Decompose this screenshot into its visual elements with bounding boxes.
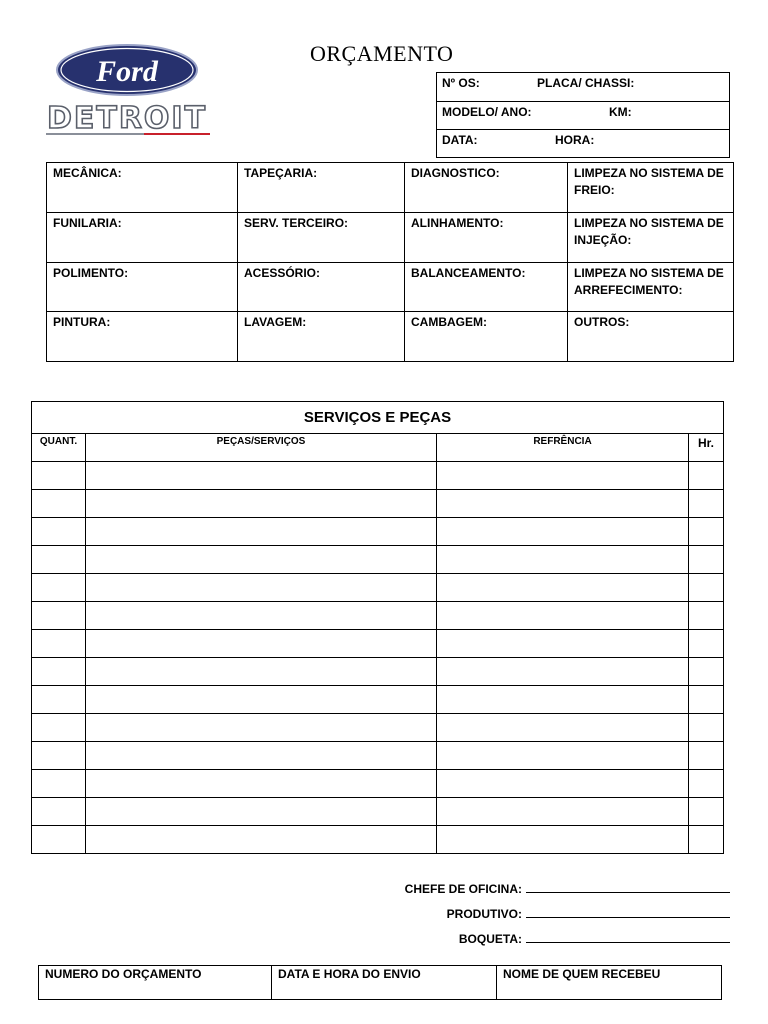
table-row bbox=[32, 714, 724, 742]
pecas-servicos-cell[interactable] bbox=[86, 798, 437, 826]
service-grid-row bbox=[47, 212, 734, 262]
data-envio-label: DATA E HORA DO ENVIO bbox=[278, 967, 421, 981]
parts-table-header bbox=[32, 434, 724, 462]
boqueta-label: BOQUETA: bbox=[458, 932, 522, 946]
service-option-cell[interactable]: LIMPEZA NO SISTEMA DE ARREFECIMENTO: bbox=[568, 262, 734, 312]
hr-cell[interactable] bbox=[689, 770, 724, 798]
referencia-cell[interactable] bbox=[437, 462, 689, 490]
km-label: KM: bbox=[609, 105, 632, 119]
pecas-servicos-cell[interactable] bbox=[86, 630, 437, 658]
quant-cell[interactable] bbox=[32, 742, 86, 770]
os-label: Nº OS: bbox=[442, 76, 480, 90]
quant-cell[interactable] bbox=[32, 630, 86, 658]
pecas-servicos-cell[interactable] bbox=[86, 714, 437, 742]
service-option-cell[interactable]: ACESSÓRIO: bbox=[238, 262, 405, 312]
referencia-cell[interactable] bbox=[437, 770, 689, 798]
pecas-servicos-cell[interactable] bbox=[86, 826, 437, 854]
hr-cell[interactable] bbox=[689, 574, 724, 602]
quant-cell[interactable] bbox=[32, 798, 86, 826]
produtivo-signature bbox=[447, 905, 730, 921]
service-option-cell[interactable]: ALINHAMENTO: bbox=[405, 212, 568, 262]
pecas-servicos-cell[interactable] bbox=[86, 518, 437, 546]
col-hr: Hr. bbox=[689, 434, 724, 462]
quant-cell[interactable] bbox=[32, 574, 86, 602]
quant-cell[interactable] bbox=[32, 714, 86, 742]
placa-label: PLACA/ CHASSI: bbox=[537, 76, 635, 90]
col-pecas-servicos: PEÇAS/SERVIÇOS bbox=[86, 434, 437, 462]
hr-cell[interactable] bbox=[689, 658, 724, 686]
produtivo-line[interactable] bbox=[526, 905, 730, 918]
chefe-oficina-signature bbox=[405, 880, 730, 896]
chefe-oficina-line[interactable] bbox=[526, 880, 730, 893]
modelo-label: MODELO/ ANO: bbox=[442, 105, 532, 119]
col-quant: QUANT. bbox=[32, 434, 86, 462]
table-row bbox=[32, 770, 724, 798]
referencia-cell[interactable] bbox=[437, 686, 689, 714]
table-row bbox=[32, 602, 724, 630]
quant-cell[interactable] bbox=[32, 546, 86, 574]
pecas-servicos-cell[interactable] bbox=[86, 462, 437, 490]
referencia-cell[interactable] bbox=[437, 714, 689, 742]
numero-orcamento-label: NUMERO DO ORÇAMENTO bbox=[45, 967, 202, 981]
table-row bbox=[32, 686, 724, 714]
referencia-cell[interactable] bbox=[437, 490, 689, 518]
service-grid-row bbox=[47, 312, 734, 362]
service-option-cell[interactable]: DIAGNOSTICO: bbox=[405, 163, 568, 213]
referencia-cell[interactable] bbox=[437, 630, 689, 658]
pecas-servicos-cell[interactable] bbox=[86, 602, 437, 630]
service-option-cell[interactable]: CAMBAGEM: bbox=[405, 312, 568, 362]
numero-orcamento-cell[interactable] bbox=[39, 966, 272, 1000]
chefe-oficina-label: CHEFE DE OFICINA: bbox=[404, 882, 522, 896]
data-row bbox=[437, 129, 729, 157]
pecas-servicos-cell[interactable] bbox=[86, 658, 437, 686]
parts-services-table bbox=[31, 401, 724, 854]
os-row bbox=[437, 73, 729, 101]
referencia-cell[interactable] bbox=[437, 798, 689, 826]
recebedor-cell[interactable] bbox=[497, 966, 722, 1000]
referencia-cell[interactable] bbox=[437, 826, 689, 854]
quant-cell[interactable] bbox=[32, 518, 86, 546]
referencia-cell[interactable] bbox=[437, 518, 689, 546]
quant-cell[interactable] bbox=[32, 826, 86, 854]
parts-table-title: SERVIÇOS E PEÇAS bbox=[32, 402, 724, 434]
boqueta-signature bbox=[459, 930, 730, 946]
table-row bbox=[32, 518, 724, 546]
hr-cell[interactable] bbox=[689, 686, 724, 714]
quant-cell[interactable] bbox=[32, 490, 86, 518]
referencia-cell[interactable] bbox=[437, 602, 689, 630]
ford-wordmark: Ford bbox=[96, 55, 158, 88]
service-option-cell[interactable]: LIMPEZA NO SISTEMA DE FREIO: bbox=[568, 163, 734, 213]
hr-cell[interactable] bbox=[689, 826, 724, 854]
boqueta-line[interactable] bbox=[526, 930, 730, 943]
page-title: ORÇAMENTO bbox=[310, 41, 454, 66]
pecas-servicos-cell[interactable] bbox=[86, 742, 437, 770]
quant-cell[interactable] bbox=[32, 770, 86, 798]
table-row bbox=[32, 798, 724, 826]
footer-table bbox=[38, 965, 722, 1000]
pecas-servicos-cell[interactable] bbox=[86, 686, 437, 714]
referencia-cell[interactable] bbox=[437, 546, 689, 574]
service-option-cell[interactable]: SERV. TERCEIRO: bbox=[238, 212, 405, 262]
hora-label: HORA: bbox=[555, 133, 595, 147]
service-option-cell[interactable]: POLIMENTO: bbox=[47, 262, 238, 312]
pecas-servicos-cell[interactable] bbox=[86, 770, 437, 798]
data-envio-cell[interactable] bbox=[272, 966, 497, 1000]
hr-cell[interactable] bbox=[689, 798, 724, 826]
service-option-cell[interactable]: MECÂNICA: bbox=[47, 163, 238, 213]
hr-cell[interactable] bbox=[689, 602, 724, 630]
table-row bbox=[32, 490, 724, 518]
quant-cell[interactable] bbox=[32, 462, 86, 490]
service-option-cell[interactable]: LAVAGEM: bbox=[238, 312, 405, 362]
table-row bbox=[32, 546, 724, 574]
table-row bbox=[32, 658, 724, 686]
pecas-servicos-cell[interactable] bbox=[86, 574, 437, 602]
table-row bbox=[32, 826, 724, 854]
hr-cell[interactable] bbox=[689, 490, 724, 518]
referencia-cell[interactable] bbox=[437, 742, 689, 770]
quant-cell[interactable] bbox=[32, 658, 86, 686]
hr-cell[interactable] bbox=[689, 462, 724, 490]
service-type-grid bbox=[46, 162, 734, 362]
referencia-cell[interactable] bbox=[437, 574, 689, 602]
referencia-cell[interactable] bbox=[437, 658, 689, 686]
service-grid-row bbox=[47, 163, 734, 213]
service-option-cell[interactable]: PINTURA: bbox=[47, 312, 238, 362]
table-row bbox=[32, 574, 724, 602]
pecas-servicos-cell[interactable] bbox=[86, 546, 437, 574]
hr-cell[interactable] bbox=[689, 742, 724, 770]
table-row bbox=[32, 462, 724, 490]
service-grid-row bbox=[47, 262, 734, 312]
produtivo-label: PRODUTIVO: bbox=[446, 907, 522, 921]
service-option-cell[interactable]: LIMPEZA NO SISTEMA DE INJEÇÃO: bbox=[568, 212, 734, 262]
pecas-servicos-cell[interactable] bbox=[86, 490, 437, 518]
data-label: DATA: bbox=[442, 133, 478, 147]
modelo-row bbox=[437, 101, 729, 129]
quant-cell[interactable] bbox=[32, 602, 86, 630]
col-referencia: REFRÊNCIA bbox=[437, 434, 689, 462]
vehicle-info-box bbox=[436, 72, 730, 158]
hr-cell[interactable] bbox=[689, 630, 724, 658]
quant-cell[interactable] bbox=[32, 686, 86, 714]
service-option-cell[interactable]: OUTROS: bbox=[568, 312, 734, 362]
table-row bbox=[32, 742, 724, 770]
hr-cell[interactable] bbox=[689, 714, 724, 742]
service-option-cell[interactable]: BALANCEAMENTO: bbox=[405, 262, 568, 312]
recebedor-label: NOME DE QUEM RECEBEU bbox=[503, 967, 661, 981]
ford-detroit-logo bbox=[44, 44, 212, 139]
table-row bbox=[32, 630, 724, 658]
hr-cell[interactable] bbox=[689, 546, 724, 574]
service-option-cell[interactable]: TAPEÇARIA: bbox=[238, 163, 405, 213]
detroit-wordmark: DETROIT bbox=[46, 101, 208, 136]
hr-cell[interactable] bbox=[689, 518, 724, 546]
service-option-cell[interactable]: FUNILARIA: bbox=[47, 212, 238, 262]
